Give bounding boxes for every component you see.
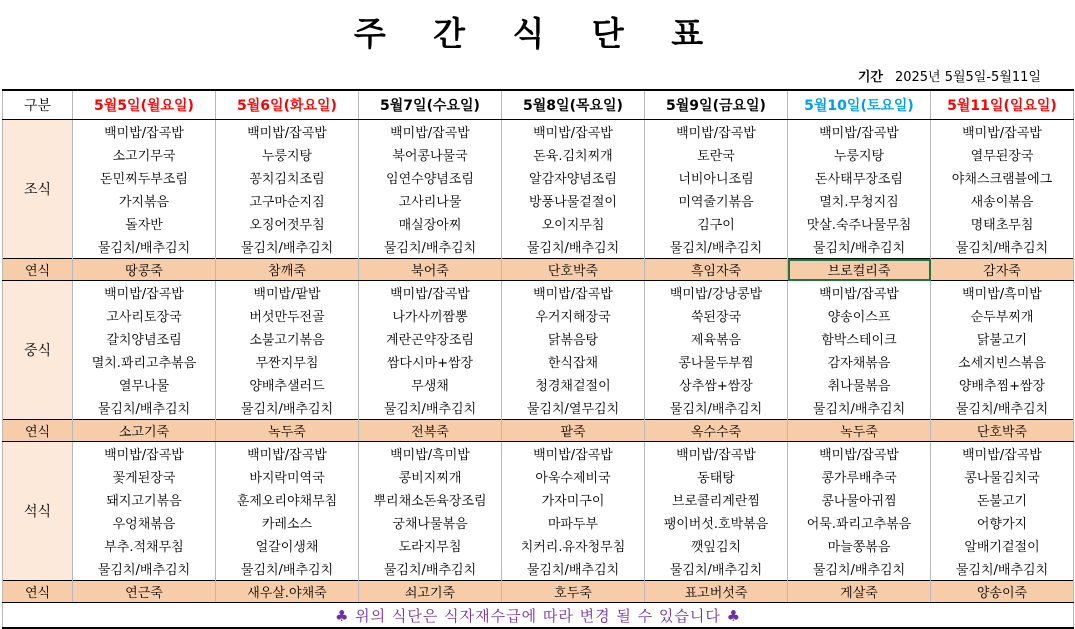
menu-cell[interactable]: 제육볶음 [645,327,788,350]
menu-cell[interactable]: 알감자양념조림 [502,166,645,189]
menu-cell[interactable]: 궁채나물볶음 [359,511,502,534]
menu-cell[interactable]: 백미밥/잡곡밥 [788,442,931,466]
lunch-label-cell[interactable]: 중식 [3,281,73,420]
menu-cell[interactable]: 콩나물아귀찜 [788,488,931,511]
menu-cell[interactable]: 양배추샐러드 [216,373,359,396]
snack-cell[interactable]: 팥죽 [502,420,645,442]
menu-cell[interactable]: 백미밥/잡곡밥 [216,120,359,144]
menu-cell[interactable]: 소불고기볶음 [216,327,359,350]
menu-cell[interactable]: 백미밥/강낭콩밥 [645,281,788,305]
menu-cell[interactable]: 깻잎김치 [645,534,788,557]
menu-row [3,465,1074,488]
day-header-cell[interactable]: 5월11일(일요일) [931,90,1074,120]
menu-cell[interactable]: 청경채겉절이 [502,373,645,396]
menu-row [3,166,1074,189]
menu-cell[interactable]: 새송이볶음 [931,189,1074,212]
menu-cell[interactable]: 양배추찜+쌈장 [931,373,1074,396]
menu-cell[interactable]: 임연수양념조림 [359,166,502,189]
menu-cell[interactable]: 양송이스프 [788,304,931,327]
menu-cell[interactable]: 열무나물 [73,373,216,396]
menu-cell[interactable]: 물김치/배추김치 [216,396,359,420]
snack-cell[interactable]: 감자죽 [931,259,1074,281]
snack-cell[interactable]: 표고버섯죽 [645,581,788,603]
day-header-cell[interactable]: 5월7일(수요일) [359,90,502,120]
snack-cell[interactable]: 전복죽 [359,420,502,442]
menu-row [3,557,1074,581]
menu-cell[interactable]: 오이지무침 [502,212,645,235]
menu-cell[interactable]: 도라지무침 [359,534,502,557]
snack-cell[interactable]: 옥수수죽 [645,420,788,442]
menu-cell[interactable]: 닭불고기 [931,327,1074,350]
menu-cell[interactable]: 돼지고기볶음 [73,488,216,511]
menu-cell[interactable]: 오징어젓무침 [216,212,359,235]
day-header-cell[interactable]: 5월6일(화요일) [216,90,359,120]
menu-cell[interactable]: 물김치/배추김치 [931,396,1074,420]
snack-label-cell[interactable]: 연식 [3,420,73,442]
menu-cell[interactable]: 물김치/배추김치 [359,557,502,581]
menu-cell[interactable]: 김구이 [645,212,788,235]
menu-cell[interactable]: 꽁치김치조림 [216,166,359,189]
menu-cell[interactable]: 물김치/배추김치 [73,396,216,420]
menu-cell[interactable]: 갈치양념조림 [73,327,216,350]
menu-row [3,120,1074,144]
menu-cell[interactable]: 상추쌈+쌈장 [645,373,788,396]
menu-cell[interactable]: 물김치/열무김치 [502,396,645,420]
menu-cell[interactable]: 어묵.꽈리고추볶음 [788,511,931,534]
menu-cell[interactable]: 취나물볶음 [788,373,931,396]
menu-cell[interactable]: 북어콩나물국 [359,143,502,166]
menu-cell[interactable]: 물김치/배추김치 [788,235,931,259]
menu-cell[interactable]: 함박스테이크 [788,327,931,350]
menu-row [3,350,1074,373]
menu-cell[interactable]: 물김치/배추김치 [216,235,359,259]
snack-cell[interactable]: 북어죽 [359,259,502,281]
menu-cell[interactable]: 백미밥/잡곡밥 [931,120,1074,144]
menu-cell[interactable]: 매실장아찌 [359,212,502,235]
snack-cell[interactable]: 호두죽 [502,581,645,603]
menu-cell[interactable]: 물김치/배추김치 [359,235,502,259]
period-info [858,64,1041,86]
menu-cell[interactable]: 물김치/배추김치 [645,396,788,420]
snack-section [3,420,1074,442]
menu-cell[interactable]: 소세지빈스볶음 [931,350,1074,373]
menu-cell[interactable]: 뿌리채소돈육장조림 [359,488,502,511]
menu-cell[interactable]: 무생채 [359,373,502,396]
menu-cell[interactable]: 무짠지무침 [216,350,359,373]
menu-cell[interactable]: 마파두부 [502,511,645,534]
menu-cell[interactable]: 백미밥/잡곡밥 [73,281,216,305]
snack-section [3,259,1074,281]
day-header-cell[interactable]: 5월5일(월요일) [73,90,216,120]
menu-cell[interactable]: 너비아니조림 [645,166,788,189]
menu-cell[interactable]: 콩나물김치국 [931,465,1074,488]
menu-row [3,212,1074,235]
menu-cell[interactable]: 고사리토장국 [73,304,216,327]
menu-cell[interactable]: 돌자반 [73,212,216,235]
menu-row [3,327,1074,350]
menu-cell[interactable]: 한식잡채 [502,350,645,373]
menu-cell[interactable]: 백미밥/잡곡밥 [216,442,359,466]
day-header-cell[interactable]: 5월9일(금요일) [645,90,788,120]
menu-cell[interactable]: 훈제오리야채무침 [216,488,359,511]
menu-cell[interactable]: 미역줄기볶음 [645,189,788,212]
menu-row [3,373,1074,396]
menu-cell[interactable]: 버섯만두전골 [216,304,359,327]
snack-cell[interactable]: 녹두죽 [216,420,359,442]
menu-cell[interactable]: 누룽지탕 [216,143,359,166]
footer-row [3,603,1074,629]
menu-cell[interactable]: 닭볶음탕 [502,327,645,350]
footer-note[interactable]: ♣ 위의 식단은 식자재수급에 따라 변경 될 수 있습니다 ♣ [3,603,1074,629]
menu-table [2,89,1074,629]
menu-cell[interactable]: 물김치/배추김치 [788,557,931,581]
day-header-cell[interactable]: 5월8일(목요일) [502,90,645,120]
menu-cell[interactable]: 쑥된장국 [645,304,788,327]
menu-cell[interactable]: 백미밥/잡곡밥 [931,442,1074,466]
snack-row [3,259,1074,281]
menu-cell[interactable]: 백미밥/흑미밥 [931,281,1074,305]
menu-cell[interactable]: 나가사끼짬뽕 [359,304,502,327]
menu-cell[interactable]: 우거지해장국 [502,304,645,327]
menu-row [3,281,1074,305]
menu-row [3,442,1074,466]
menu-cell[interactable]: 멸치.무청지짐 [788,189,931,212]
menu-cell[interactable]: 동태탕 [645,465,788,488]
snack-row [3,420,1074,442]
menu-cell[interactable]: 순두부찌개 [931,304,1074,327]
menu-row [3,304,1074,327]
snack-cell[interactable]: 녹두죽 [788,420,931,442]
menu-cell[interactable]: 치커리.유자청무침 [502,534,645,557]
snack-cell[interactable]: 참깨죽 [216,259,359,281]
menu-cell[interactable]: 고구마순지짐 [216,189,359,212]
period-value: 2025년 5월5일-5월11일 [894,69,1041,85]
snack-cell[interactable]: 단호박죽 [502,259,645,281]
menu-cell[interactable]: 멸치.꽈리고추볶음 [73,350,216,373]
menu-row [3,534,1074,557]
menu-cell[interactable]: 돈불고기 [931,488,1074,511]
menu-cell[interactable]: 마늘쫑볶음 [788,534,931,557]
menu-cell[interactable]: 돈민찌두부조림 [73,166,216,189]
menu-row [3,396,1074,420]
snack-cell[interactable]: 흑임자죽 [645,259,788,281]
menu-row [3,143,1074,166]
menu-cell[interactable]: 누룽지탕 [788,143,931,166]
header-corner-cell[interactable]: 구분 [3,90,73,120]
menu-cell[interactable]: 물김치/배추김치 [216,557,359,581]
menu-cell[interactable]: 백미밥/잡곡밥 [645,120,788,144]
menu-cell[interactable]: 얼갈이생채 [216,534,359,557]
menu-cell[interactable]: 방풍나물겉절이 [502,189,645,212]
snack-label-cell[interactable]: 연식 [3,581,73,603]
snack-cell[interactable]: 양송이죽 [931,581,1074,603]
menu-cell[interactable]: 물김치/배추김치 [73,557,216,581]
menu-cell[interactable]: 가지볶음 [73,189,216,212]
menu-row [3,488,1074,511]
snack-cell[interactable]: 새우살.야채죽 [216,581,359,603]
menu-cell[interactable]: 백미밥/잡곡밥 [502,120,645,144]
menu-cell[interactable]: 물김치/배추김치 [502,557,645,581]
snack-label-cell[interactable]: 연식 [3,259,73,281]
menu-cell[interactable]: 계란곤약장조림 [359,327,502,350]
snack-cell[interactable]: 단호박죽 [931,420,1074,442]
menu-cell[interactable]: 백미밥/잡곡밥 [502,442,645,466]
menu-cell[interactable]: 팽이버섯.호박볶음 [645,511,788,534]
menu-cell[interactable]: 백미밥/잡곡밥 [359,120,502,144]
menu-row [3,189,1074,212]
page-title: 주 간 식 단 표 [353,13,722,53]
snack-cell[interactable]: 쇠고기죽 [359,581,502,603]
menu-cell[interactable]: 백미밥/흑미밥 [359,442,502,466]
breakfast-label-cell[interactable]: 조식 [3,120,73,259]
menu-row [3,235,1074,259]
snack-cell[interactable]: 게살죽 [788,581,931,603]
menu-cell[interactable]: 백미밥/팥밥 [216,281,359,305]
menu-cell[interactable]: 소고기무국 [73,143,216,166]
menu-cell[interactable]: 물김치/배추김치 [645,557,788,581]
menu-cell[interactable]: 물김치/배추김치 [359,396,502,420]
menu-cell[interactable]: 백미밥/잡곡밥 [788,120,931,144]
menu-cell[interactable]: 브로콜리계란찜 [645,488,788,511]
menu-cell[interactable]: 콩비지찌개 [359,465,502,488]
menu-cell[interactable]: 콩가루배추국 [788,465,931,488]
menu-row [3,511,1074,534]
menu-cell[interactable]: 바지락미역국 [216,465,359,488]
menu-cell[interactable]: 우엉채볶음 [73,511,216,534]
menu-cell[interactable]: 물김치/배추김치 [931,235,1074,259]
menu-cell[interactable]: 물김치/배추김치 [73,235,216,259]
menu-cell[interactable]: 맛살.숙주나물무침 [788,212,931,235]
menu-cell[interactable]: 고사리나물 [359,189,502,212]
menu-cell[interactable]: 물김치/배추김치 [645,235,788,259]
menu-cell[interactable]: 꽃게된장국 [73,465,216,488]
menu-cell[interactable]: 콩나물두부찜 [645,350,788,373]
menu-cell[interactable]: 백미밥/잡곡밥 [645,442,788,466]
menu-cell[interactable]: 돈사태무장조림 [788,166,931,189]
menu-cell[interactable]: 부추.적채무침 [73,534,216,557]
menu-cell[interactable]: 백미밥/잡곡밥 [359,281,502,305]
day-header-cell[interactable]: 5월10일(토요일) [788,90,931,120]
period-label: 기간 [857,69,883,85]
menu-cell[interactable]: 물김치/배추김치 [502,235,645,259]
menu-cell[interactable]: 야채스크램블에그 [931,166,1074,189]
snack-section [3,581,1074,603]
menu-cell[interactable]: 백미밥/잡곡밥 [73,120,216,144]
menu-cell[interactable]: 백미밥/잡곡밥 [788,281,931,305]
menu-cell[interactable]: 물김치/배추김치 [788,396,931,420]
dinner-label-cell[interactable]: 석식 [3,442,73,581]
breakfast-section [3,120,1074,259]
lunch-section [3,281,1074,420]
snack-row [3,581,1074,603]
menu-cell[interactable]: 토란국 [645,143,788,166]
menu-cell[interactable]: 아욱수제비국 [502,465,645,488]
menu-cell[interactable]: 알배기겉절이 [931,534,1074,557]
snack-cell[interactable]: 소고기죽 [73,420,216,442]
header-row [3,90,1074,120]
menu-cell[interactable]: 카레소스 [216,511,359,534]
menu-cell[interactable]: 명태초무침 [931,212,1074,235]
snack-cell[interactable]: 땅콩죽 [73,259,216,281]
snack-cell[interactable]: 브로컬리죽 [788,259,931,281]
menu-cell[interactable]: 감자채볶음 [788,350,931,373]
menu-cell[interactable]: 돈육.김치찌개 [502,143,645,166]
snack-cell[interactable]: 연근죽 [73,581,216,603]
menu-cell[interactable]: 쌈다시마+쌈장 [359,350,502,373]
menu-cell[interactable]: 백미밥/잡곡밥 [73,442,216,466]
dinner-section [3,442,1074,581]
menu-cell[interactable]: 어향가지 [931,511,1074,534]
menu-cell[interactable]: 물김치/배추김치 [931,557,1074,581]
menu-cell[interactable]: 가자미구이 [502,488,645,511]
menu-cell[interactable]: 백미밥/잡곡밥 [502,281,645,305]
menu-cell[interactable]: 열무된장국 [931,143,1074,166]
